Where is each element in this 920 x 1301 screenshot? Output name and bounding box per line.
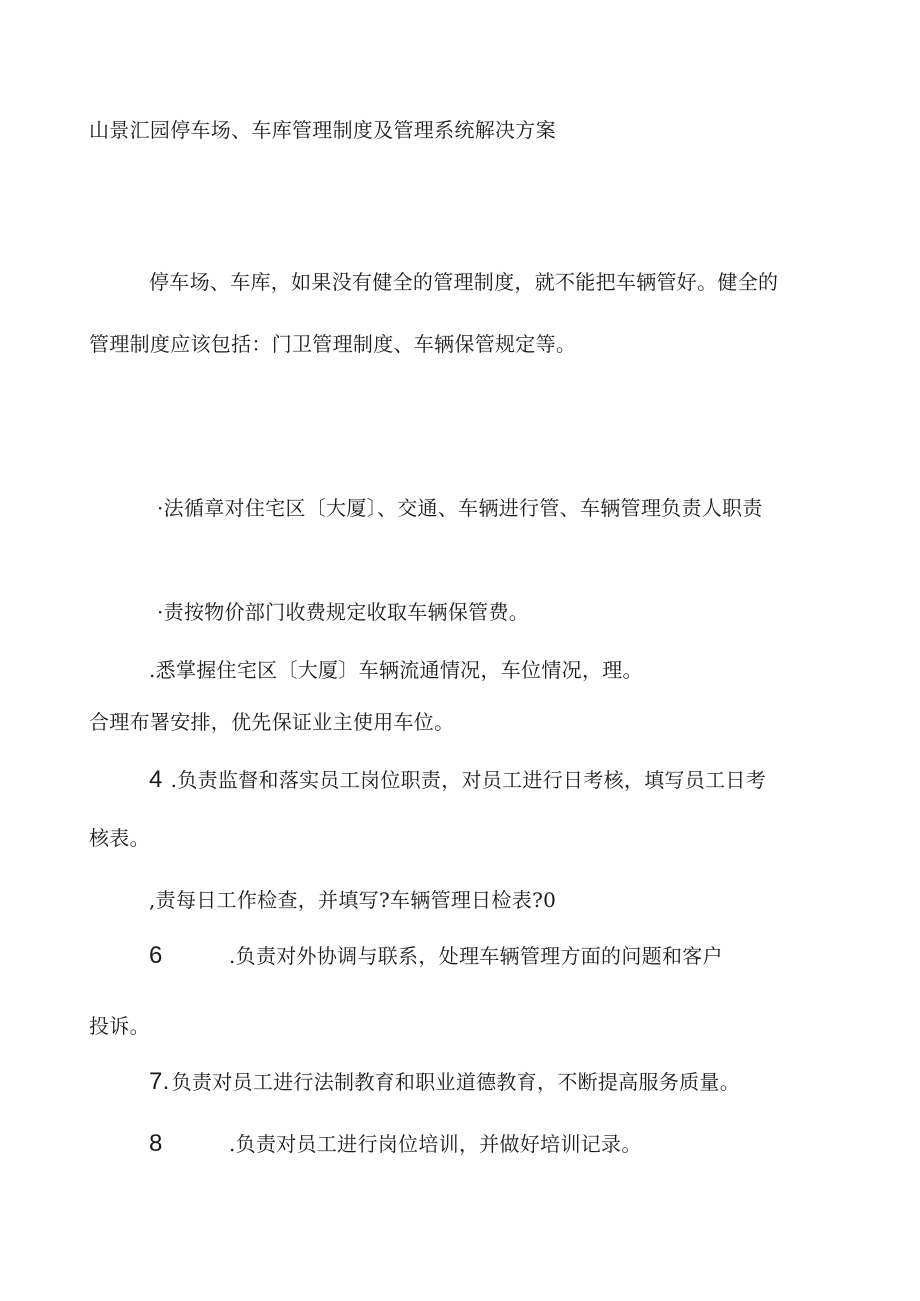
list-item-bullet-1: ·法循章对住宅区〔大厦〕、交通、车辆进行管、车辆管理负责人职责 bbox=[157, 496, 763, 520]
list-item-4-line-2: 核表。 bbox=[89, 826, 150, 850]
intro-paragraph-line-1: 停车场、车库，如果没有健全的管理制度，就不能把车辆管好。健全的 bbox=[149, 270, 779, 294]
list-item-8-text: .负责对员工进行岗位培训，并做好培训记录。 bbox=[229, 1132, 642, 1156]
list-item-6-text: .负责对外协调与联系，处理车辆管理方面的问题和客户 bbox=[229, 944, 723, 968]
item-number-4: 4 bbox=[149, 766, 163, 793]
item-number-6: 6 bbox=[149, 942, 163, 969]
item-number-7: 7. bbox=[149, 1068, 170, 1095]
item-number-8: 8 bbox=[149, 1130, 163, 1157]
list-item-bullet-2: ·责按物价部门收费规定收取车辆保管费。 bbox=[157, 600, 530, 624]
list-item-6-line-2: 投诉。 bbox=[89, 1014, 150, 1038]
list-item-4-text: .负责监督和落实员工岗位职责，对员工进行日考核，填写员工日考 bbox=[170, 768, 767, 792]
list-item-4-line-1 bbox=[149, 767, 766, 793]
list-item-6-line-1 bbox=[149, 943, 723, 969]
list-item-8-line-1 bbox=[149, 1131, 642, 1157]
list-item-3-line-1: .悉掌握住宅区〔大厦〕车辆流通情况，车位情况，理。 bbox=[149, 658, 643, 682]
list-item-7-line-1 bbox=[149, 1069, 740, 1095]
list-item-7-text: 负责对员工进行法制教育和职业道德教育，不断提高服务质量。 bbox=[171, 1070, 741, 1094]
page-title: 山景汇园停车场、车库管理制度及管理系统解决方案 bbox=[89, 118, 556, 142]
list-item-3-line-2: 合理布署安排，优先保证业主使用车位。 bbox=[89, 710, 455, 734]
intro-paragraph-line-2: 管理制度应该包括：门卫管理制度、车辆保管规定等。 bbox=[89, 332, 577, 356]
list-item-5-line-1: ,责每日工作检查，并填写?车辆管理日检表?0 bbox=[149, 888, 557, 912]
